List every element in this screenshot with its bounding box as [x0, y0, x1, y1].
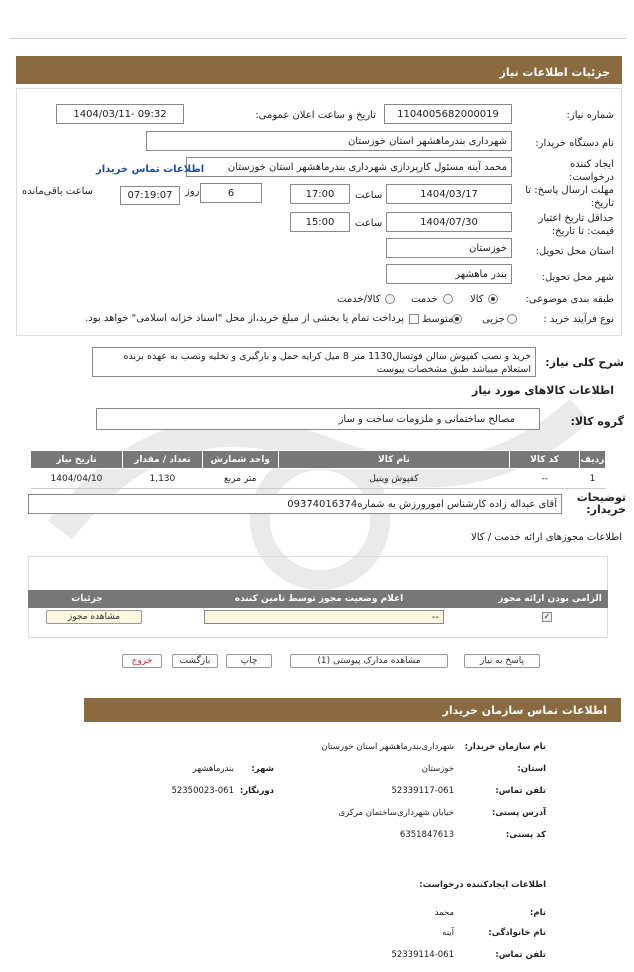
group-field: مصالح ساختمانی و ملزومات ساخت و ساز [96, 408, 540, 430]
cell-name: کفپوش وینیل [278, 469, 509, 489]
creator-name-value: محمد [434, 908, 454, 918]
summary-label: شرح کلی نیاز: [545, 356, 624, 369]
licenses-title: اطلاعات مجوزهای ارائه خدمت / کالا [471, 532, 622, 543]
phone-label: تلفن تماس: [495, 786, 546, 796]
table-row [31, 469, 606, 489]
buyer-notes-label: توضیحات خریدار: [576, 491, 626, 516]
validity-time-field: 15:00 [290, 212, 350, 232]
validity-time-label: ساعت [355, 218, 383, 229]
license-status-field: -- [204, 610, 444, 624]
remaining-time-field: 07:19:07 [120, 186, 180, 205]
col-date: تاریخ نیاز [31, 451, 123, 469]
col-name: نام کالا [278, 451, 509, 469]
city-label: شهر محل تحویل: [541, 272, 614, 283]
need-number-label: شماره نیاز: [566, 110, 614, 121]
province-label: استان محل تحویل: [535, 246, 614, 257]
col-unit: واحد شمارش [202, 451, 278, 469]
col-code: کد کالا [510, 451, 580, 469]
lic-col-status: اعلام وضعیت مجوز توسط تامین کننده [146, 590, 492, 608]
deadline-label: مهلت ارسال پاسخ: تا تاریخ: [525, 185, 614, 209]
process-option-medium: متوسط [422, 314, 454, 325]
city-contact-value: بندرماهشهر [192, 764, 234, 774]
fax-value: 52350023-061 [171, 786, 234, 796]
category-radio-both[interactable] [385, 294, 395, 304]
province-contact-value: خوزستان [421, 764, 454, 774]
announce-field: 1404/03/11- 09:32 [56, 104, 184, 124]
validity-label: حداقل تاریخ اعتبار قیمت: تا تاریخ: [538, 213, 614, 237]
deadline-date-field: 1404/03/17 [386, 184, 512, 204]
creator-contact-title: اطلاعات ایجادکننده درخواست: [419, 880, 546, 890]
attachments-button[interactable]: مشاهده مدارک پیوستی (1) [290, 654, 448, 668]
org-label: نام سازمان خریدار: [464, 742, 546, 752]
category-radio-service[interactable] [443, 294, 453, 304]
creator-label: ایجاد کننده درخواست: [569, 159, 614, 183]
buyer-notes-field: آقای عبداله زاده کارشناس امورورزش به شماره09374016374 [28, 494, 562, 514]
creator-phone-label: تلفن تماس: [495, 950, 546, 960]
cell-row: 1 [580, 469, 606, 489]
category-option-service: خدمت [411, 294, 438, 305]
cell-qty: 1,130 [122, 469, 202, 489]
reply-button[interactable]: پاسخ به نیاز [464, 654, 540, 668]
buyer-contact-header: اطلاعات تماس سازمان خریدار [84, 698, 621, 722]
postal-value: 6351847613 [399, 830, 454, 840]
creator-family-label: نام خانوادگی: [488, 928, 546, 938]
need-number-field: 1104005682000019 [384, 104, 512, 124]
city-field: بندر ماهشهر [386, 264, 512, 284]
address-label: آدرس پستی: [491, 808, 546, 818]
category-radio-goods[interactable] [488, 294, 498, 304]
process-note: پرداخت تمام یا بخشی از مبلغ خرید،از محل "اسناد خزانه اسلامی" خواهد بود. [85, 313, 404, 324]
group-label: گروه کالا: [570, 415, 624, 428]
creator-field: محمد آینه مسئول کارپردازی شهرداری بندرماهشهر استان خوزستان [186, 157, 512, 177]
process-radio-minor[interactable] [507, 314, 517, 324]
buyer-label: نام دستگاه خریدار: [535, 138, 614, 149]
col-qty: تعداد / مقدار [122, 451, 202, 469]
org-value: شهرداری‌بندرماهشهر استان خوزستان [321, 742, 454, 752]
col-row: ردیف [580, 451, 606, 469]
category-option-goods: کالا [470, 294, 484, 305]
validity-date-field: 1404/07/30 [386, 212, 512, 232]
lic-col-required: الزامی بودن ارائه مجوز [492, 590, 608, 608]
view-license-button[interactable]: مشاهده مجوز [46, 610, 142, 624]
city-contact-label: شهر: [251, 764, 274, 774]
process-label: نوع فرآیند خرید : [543, 314, 614, 325]
cell-code: -- [510, 469, 580, 489]
announce-label: تاریخ و ساعت اعلان عمومی: [255, 110, 376, 121]
fax-label: دورنگار: [239, 786, 274, 796]
day-label: روز [185, 186, 200, 197]
print-button[interactable]: چاپ [226, 654, 272, 668]
goods-info-title: اطلاعات کالاهای مورد نیاز [472, 384, 614, 397]
remaining-label: ساعت باقی‌مانده [22, 186, 94, 197]
postal-label: کد پستی: [505, 830, 546, 840]
buyer-contact-link[interactable]: اطلاعات تماس خریدار [96, 164, 205, 175]
treasury-checkbox[interactable] [409, 314, 419, 324]
deadline-time-label: ساعت [355, 190, 383, 201]
creator-family-value: آینه [442, 928, 454, 938]
deadline-time-field: 17:00 [290, 184, 350, 204]
province-contact-label: استان: [517, 764, 546, 774]
creator-name-label: نام: [529, 908, 546, 918]
deadline-days-field: 6 [200, 183, 262, 203]
exit-button[interactable]: خروج [122, 654, 162, 668]
process-radio-medium[interactable] [452, 314, 462, 324]
category-option-both: کالا/خدمت [337, 294, 381, 305]
address-value: خیابان شهرداری‌ساختمان مرکزی [338, 808, 454, 818]
creator-phone-value: 52339114-061 [391, 950, 454, 960]
buyer-field: شهرداری بندرماهشهر استان خوزستان [146, 131, 512, 151]
province-field: خوزستان [386, 238, 512, 258]
cell-unit: متر مربع [202, 469, 278, 489]
process-option-minor: جزیی [482, 314, 505, 325]
cell-date: 1404/04/10 [31, 469, 123, 489]
category-label: طبقه بندی موضوعی: [525, 294, 614, 305]
lic-col-details: جزئیات [28, 590, 146, 608]
page-header: جزئیات اطلاعات نیاز [16, 56, 622, 84]
items-table [30, 450, 606, 489]
summary-field: خرید و نصب کفپوش سالن فوتسال1130 متر 8 میل کرایه حمل و بارگیری و تخلیه ونصب به عهده برنده استعلام میباشد طبق مشخصات پیوست [92, 347, 536, 377]
phone-value: 52339117-061 [391, 786, 454, 796]
top-divider [10, 38, 626, 39]
back-button[interactable]: بازگشت [172, 654, 218, 668]
licenses-table [28, 590, 608, 608]
license-required-checkbox: ✓ [543, 612, 551, 621]
